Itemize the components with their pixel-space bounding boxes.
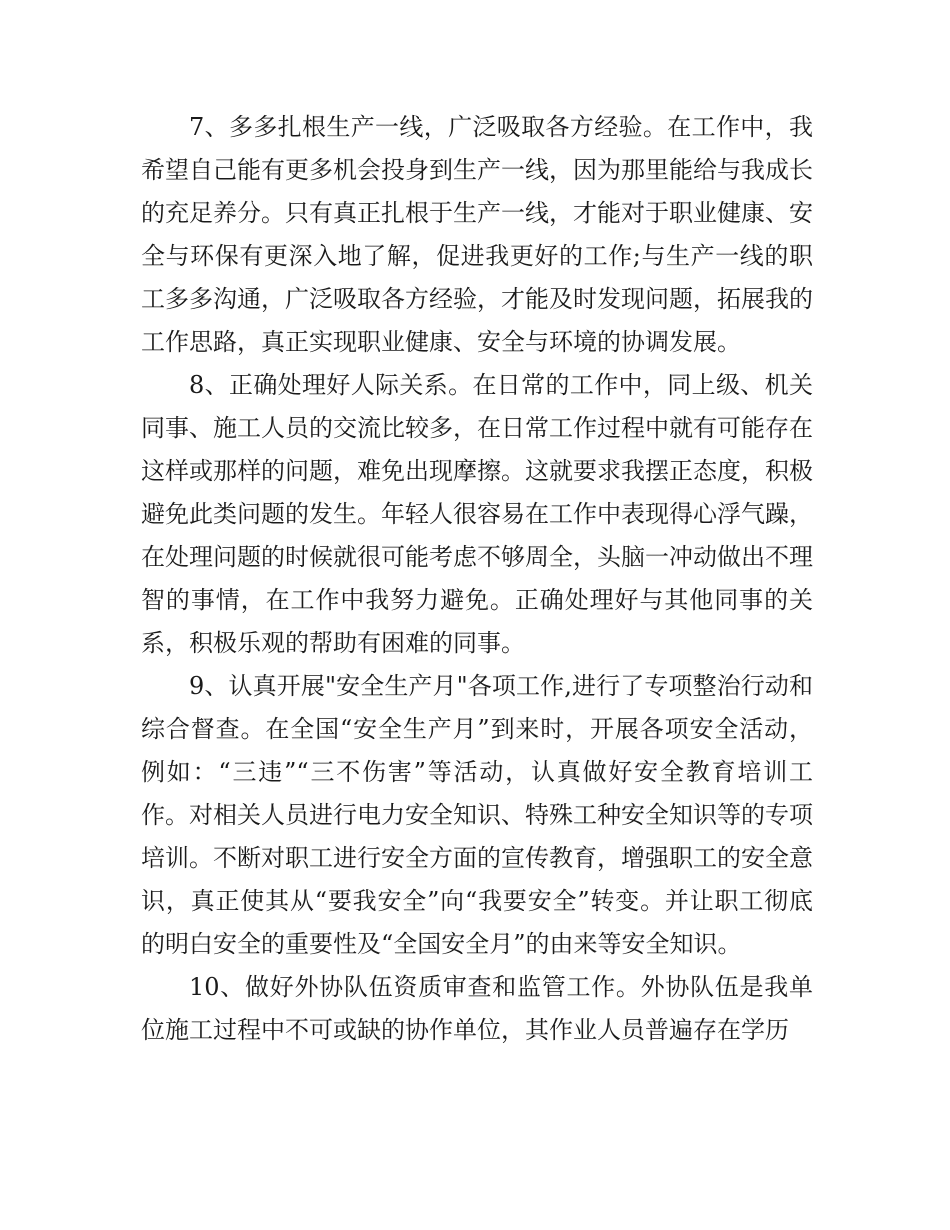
paragraph-8: 8、正确处理好人际关系。在日常的工作中，同上级、机关同事、施工人员的交流比较多，在日常工作过程中就有可能存在这样或那样的问题，难免出现摩擦。这就要求我摆正态度，积极避免此类问题的发生。年轻人很容易在工作中表现得心浮气躁，在处理问题的时候就很可能考虑不够周全，头脑一冲动做出不理智的事情，在工作中我努力避免。正确处理好与其他同事的关系，积极乐观的帮助有困难的同事。	[141, 371, 813, 657]
paragraph-7: 7、多多扎根生产一线，广泛吸取各方经验。在工作中，我希望自己能有更多机会投身到生产一线，因为那里能给与我成长的充足养分。只有真正扎根于生产一线，才能对于职业健康、安全与环保有更深入地了解，促进我更好的工作;与生产一线的职工多多沟通，广泛吸取各方经验，才能及时发现问题，拓展我的工作思路，真正实现职业健康、安全与环境的协调发展。	[141, 113, 813, 356]
paragraph-10: 10、做好外协队伍资质审查和监管工作。外协队伍是我单位施工过程中不可或缺的协作单位，其作业人员普遍存在学历	[141, 973, 813, 1044]
paragraph-9: 9、认真开展"安全生产月"各项工作,进行了专项整治行动和综合督查。在全国“安全生产月”到来时，开展各项安全活动，例如：“三违”“三不伤害”等活动，认真做好安全教育培训工作。对相关人员进行电力安全知识、特殊工种安全知识等的专项培训。不断对职工进行安全方面的宣传教育，增强职工的安全意识，真正使其从“要我安全”向“我要安全”转变。并让职工彻底的明白安全的重要性及“全国安全月”的由来等安全知识。	[141, 672, 813, 958]
document-body	[141, 106, 813, 1052]
